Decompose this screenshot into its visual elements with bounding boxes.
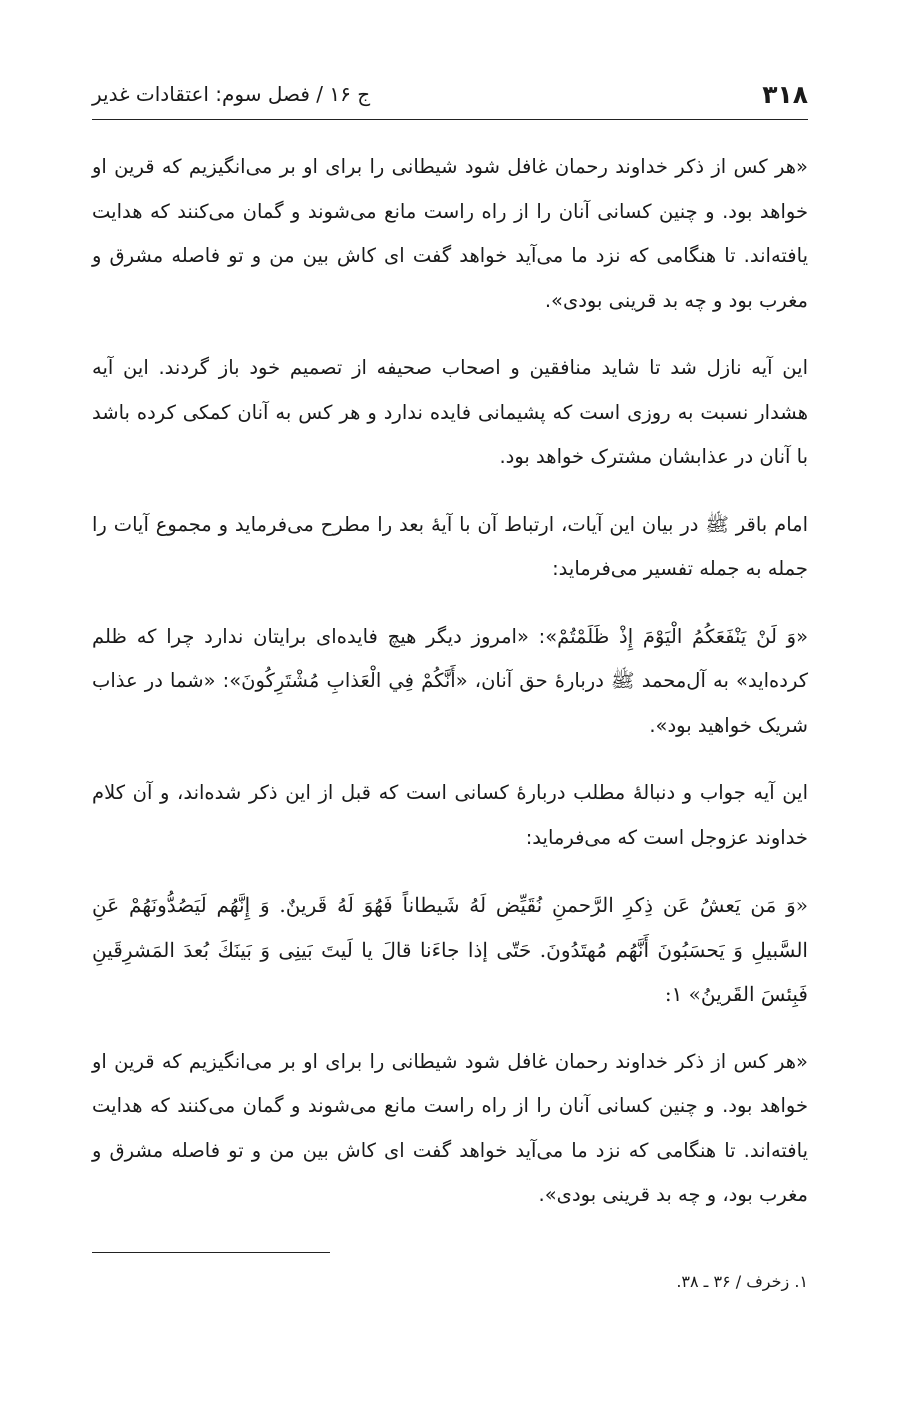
paragraph-translation-1: «هر کس از ذکر خداوند رحمان غافل شود شیطانی را برای او بر می‌انگیزیم که قرین او خواهد بود. و چنین کسانی آنان را از راه راست مانع می‌شوند و گمان می‌کنند که هدایت یافته‌اند. تا هنگامی که نزد ما می‌آید خواهد گفت ای کاش بین من و تو فاصله مشرق و مغرب بود و چه بد قرینی بودی». [92,155,808,312]
chapter-title: ج ۱۶ / فصل سوم: اعتقادات غدیر [92,82,371,106]
running-head [92,74,808,114]
page-number: ۳۱۸ [762,79,808,109]
paragraph-quran-verse: «وَ مَن يَعشُ عَن ذِكرِ الرَّحمنِ نُقَيِّض لَهُ شَيطاناً فَهُوَ لَهُ قَرينٌ. وَ إِنَّهُم لَيَصُدُّونَهُمْ عَنِ السَّبيلِ وَ يَحسَبُونَ أَنَّهُم مُهتَدُونَ. حَتّى إذا جاءَنا قالَ يا لَيتَ بَينِى وَ بَينَكَ بُعدَ المَشرِقَينِ فَبِئسَ القَرينُ» ۱: [92,893,809,1006]
paragraph-commentary-1: این آیه نازل شد تا شاید منافقین و اصحاب صحیفه از تصمیم خود باز گردند. این آیه هشدار نسبت به روزی است که پشیمانی فایده ندارد و هر کس به آنان کمکی کرده باشد با آنان در عذابشان مشترک خواهد بود. [92,356,808,468]
footnote-rule [92,1252,330,1253]
paragraph-verse-explanation: «وَ لَنْ يَنْفَعَكُمُ الْيَوْمَ إِذْ ظَلَمْتُمْ»: «امروز دیگر هیچ فایده‌ای برایتان ندارد چرا که ظلم کرده‌اید» به آل‌محمد ﷺ دربارهٔ حق آنان، «أَنَّكُمْ فِي الْعَذابِ مُشْتَرِكُونَ»: «شما در عذاب شریک خواهید بود». [92,624,808,737]
paragraph-translation-2: «هر کس از ذکر خداوند رحمان غافل شود شیطانی را برای او بر می‌انگیزیم که قرین او خواهد بود. و چنین کسانی آنان را از راه راست مانع می‌شوند و گمان می‌کنند که هدایت یافته‌اند. تا هنگامی که نزد ما می‌آید خواهد گفت ای کاش بین من و تو فاصله مشرق و مغرب بود، و چه بد قرینی بودی». [92,1049,808,1206]
body-text [92,145,808,1241]
header-rule [92,119,808,120]
paragraph-commentary-3: این آیه جواب و دنبالهٔ مطلب دربارهٔ کسانی است که قبل از این ذکر شده‌اند، و آن کلام خداوند عزوجل است که می‌فرماید: [92,781,808,849]
footnote: ۱. زخرف / ۳۶ ـ ۳۸. [676,1272,808,1291]
book-page [92,0,808,1405]
paragraph-commentary-2: امام باقر ﷺ در بیان این آیات، ارتباط آن با آیهٔ بعد را مطرح می‌فرماید و مجموع آیات را جمله به جمله تفسیر می‌فرماید: [92,512,808,580]
